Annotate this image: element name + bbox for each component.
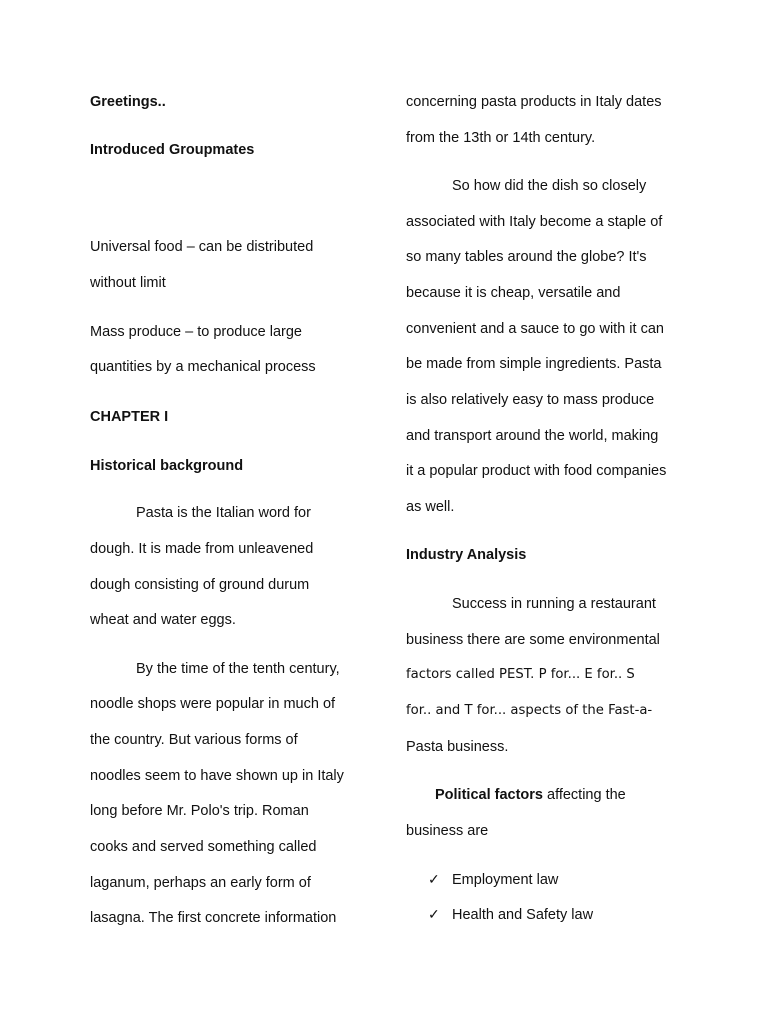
checklist-item-health-safety-law: Health and Safety law: [452, 907, 594, 923]
staple-para-line: associated with Italy become a staple of: [406, 214, 663, 230]
greetings-heading: Greetings..: [90, 94, 166, 110]
historical-para1-line: Pasta is the Italian word for: [136, 505, 311, 521]
staple-para-line: because it is cheap, versatile and: [406, 285, 621, 301]
groupmates-heading: Introduced Groupmates: [90, 142, 255, 158]
political-factors-bold: Political factors: [435, 787, 543, 803]
industry-para-line: business there are some environmental: [406, 632, 660, 648]
historical-para1-line: dough. It is made from unleavened: [90, 541, 314, 557]
universal-food-line-1: Universal food – can be distributed: [90, 239, 314, 255]
staple-para-line: as well.: [406, 499, 455, 515]
industry-para-line: Success in running a restaurant: [452, 596, 656, 612]
political-factors-rest: affecting the: [542, 787, 626, 803]
historical-para2-line: noodle shops were popular in much of: [90, 696, 336, 712]
staple-para-line: and transport around the world, making: [406, 428, 659, 444]
mass-produce-line-2: quantities by a mechanical process: [90, 359, 316, 375]
chapter-heading: CHAPTER I: [90, 409, 169, 425]
historical-para2-line: laganum, perhaps an early form of: [90, 875, 311, 891]
continuation-line: concerning pasta products in Italy dates: [406, 94, 662, 110]
political-factors-line-2: business are: [406, 823, 489, 839]
staple-para-line: it a popular product with food companies: [406, 463, 667, 479]
industry-para-line: for.. and T for... aspects of the Fast-a-: [406, 703, 653, 718]
industry-heading: Industry Analysis: [406, 547, 527, 563]
mass-produce-line-1: Mass produce – to produce large: [90, 324, 302, 340]
checklist-item-employment-law: Employment law: [452, 872, 559, 888]
historical-para2-line: lasagna. The first concrete information: [90, 910, 337, 926]
checkmark-icon: ✓: [428, 906, 440, 922]
industry-para-line: Pasta business.: [406, 739, 509, 755]
staple-para-line: So how did the dish so closely: [452, 178, 647, 194]
continuation-line: from the 13th or 14th century.: [406, 130, 596, 146]
staple-para-line: so many tables around the globe? It's: [406, 249, 647, 265]
universal-food-line-2: without limit: [90, 275, 166, 291]
staple-para-line: is also relatively easy to mass produce: [406, 392, 655, 408]
historical-para2-line: long before Mr. Polo's trip. Roman: [90, 803, 309, 819]
checkmark-icon: ✓: [428, 871, 440, 887]
historical-heading: Historical background: [90, 458, 244, 474]
historical-para2-line: the country. But various forms of: [90, 732, 298, 748]
political-factors-line: [435, 786, 626, 804]
historical-para1-line: dough consisting of ground durum: [90, 577, 310, 593]
staple-para-line: be made from simple ingredients. Pasta: [406, 356, 662, 372]
staple-para-line: convenient and a sauce to go with it can: [406, 321, 664, 337]
historical-para1-line: wheat and water eggs.: [90, 612, 236, 628]
historical-para2-line: cooks and served something called: [90, 839, 317, 855]
historical-para2-line: noodles seem to have shown up in Italy: [90, 768, 344, 784]
industry-para-line: factors called PEST. P for... E for.. S: [406, 667, 635, 682]
historical-para2-line: By the time of the tenth century,: [136, 661, 340, 677]
